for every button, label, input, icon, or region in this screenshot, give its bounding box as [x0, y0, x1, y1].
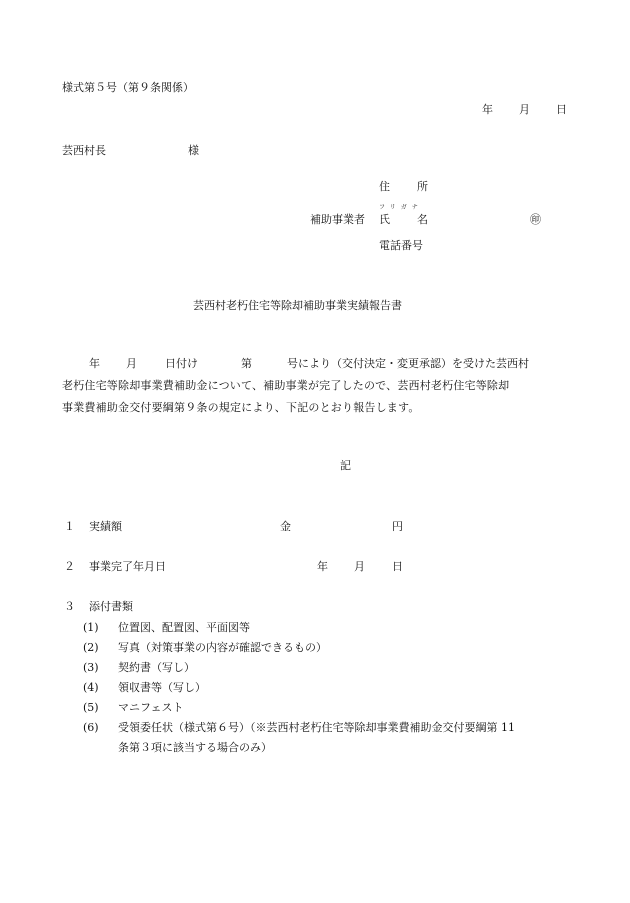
item2-month: 月 [354, 560, 365, 573]
body-line1-rest: 号により（交付決定・変更承認）を受けた芸西村 [287, 357, 529, 370]
item2-number: ２ [64, 560, 75, 573]
attachment-text-continued: 条第３項に該当する場合のみ） [118, 741, 272, 754]
body-dai: 第 [241, 357, 252, 370]
addressee-honorific: 様 [188, 144, 199, 157]
item1-label: 実績額 [89, 520, 122, 533]
address-label-2: 所 [417, 180, 428, 193]
item3-label: 添付書類 [89, 600, 133, 613]
business-operator-label: 補助事業者 [310, 213, 365, 226]
attachment-num: (5) [83, 701, 99, 714]
attachment-num: (4) [83, 681, 99, 694]
body-line-2: 老朽住宅等除却事業費補助金について、補助事業が完了したので、芸西村老朽住宅等除却 [62, 379, 510, 392]
date-month-label: 月 [519, 103, 530, 116]
attachment-num: (3) [83, 661, 99, 674]
attachment-text: 受領委任状（様式第６号）（※芸西村老朽住宅等除却事業費補助金交付要綱第 11 [118, 721, 515, 734]
name-label-1: 氏 [379, 213, 390, 226]
seal-mark: ㊞ [530, 213, 541, 226]
name-label-2: 名 [417, 213, 428, 226]
attachment-num: (2) [83, 641, 99, 654]
form-number: 様式第５号（第９条関係） [62, 81, 194, 94]
item1-kin: 金 [280, 520, 291, 533]
address-label-1: 住 [379, 180, 390, 193]
body-year: 年 [89, 357, 100, 370]
document-title: 芸西村老朽住宅等除却補助事業実績報告書 [193, 299, 402, 312]
date-year-label: 年 [482, 103, 493, 116]
phone-label: 電話番号 [379, 239, 423, 252]
attachment-num: (1) [83, 621, 99, 634]
attachment-text: マニフェスト [118, 701, 184, 714]
addressee-name: 芸西村長 [62, 144, 106, 157]
body-day: 日付け [165, 357, 198, 370]
body-month: 月 [126, 357, 137, 370]
attachment-text: 契約書（写し） [118, 661, 195, 674]
item3-number: ３ [64, 600, 75, 613]
attachment-text: 位置図、配置図、平面図等 [118, 621, 250, 634]
attachment-num: (6) [83, 721, 99, 734]
item2-day: 日 [392, 560, 403, 573]
ki-heading: 記 [340, 459, 351, 472]
date-day-label: 日 [556, 103, 567, 116]
body-line-3: 事業費補助金交付要綱第９条の規定により、下記のとおり報告します。 [62, 401, 420, 414]
item2-label: 事業完了年月日 [89, 560, 166, 573]
name-furigana: フリガナ [379, 204, 423, 211]
attachment-text: 領収書等（写し） [118, 681, 206, 694]
item1-yen: 円 [392, 520, 403, 533]
attachment-text: 写真（対策事業の内容が確認できるもの） [118, 641, 327, 654]
item2-year: 年 [317, 560, 328, 573]
item1-number: １ [64, 520, 75, 533]
